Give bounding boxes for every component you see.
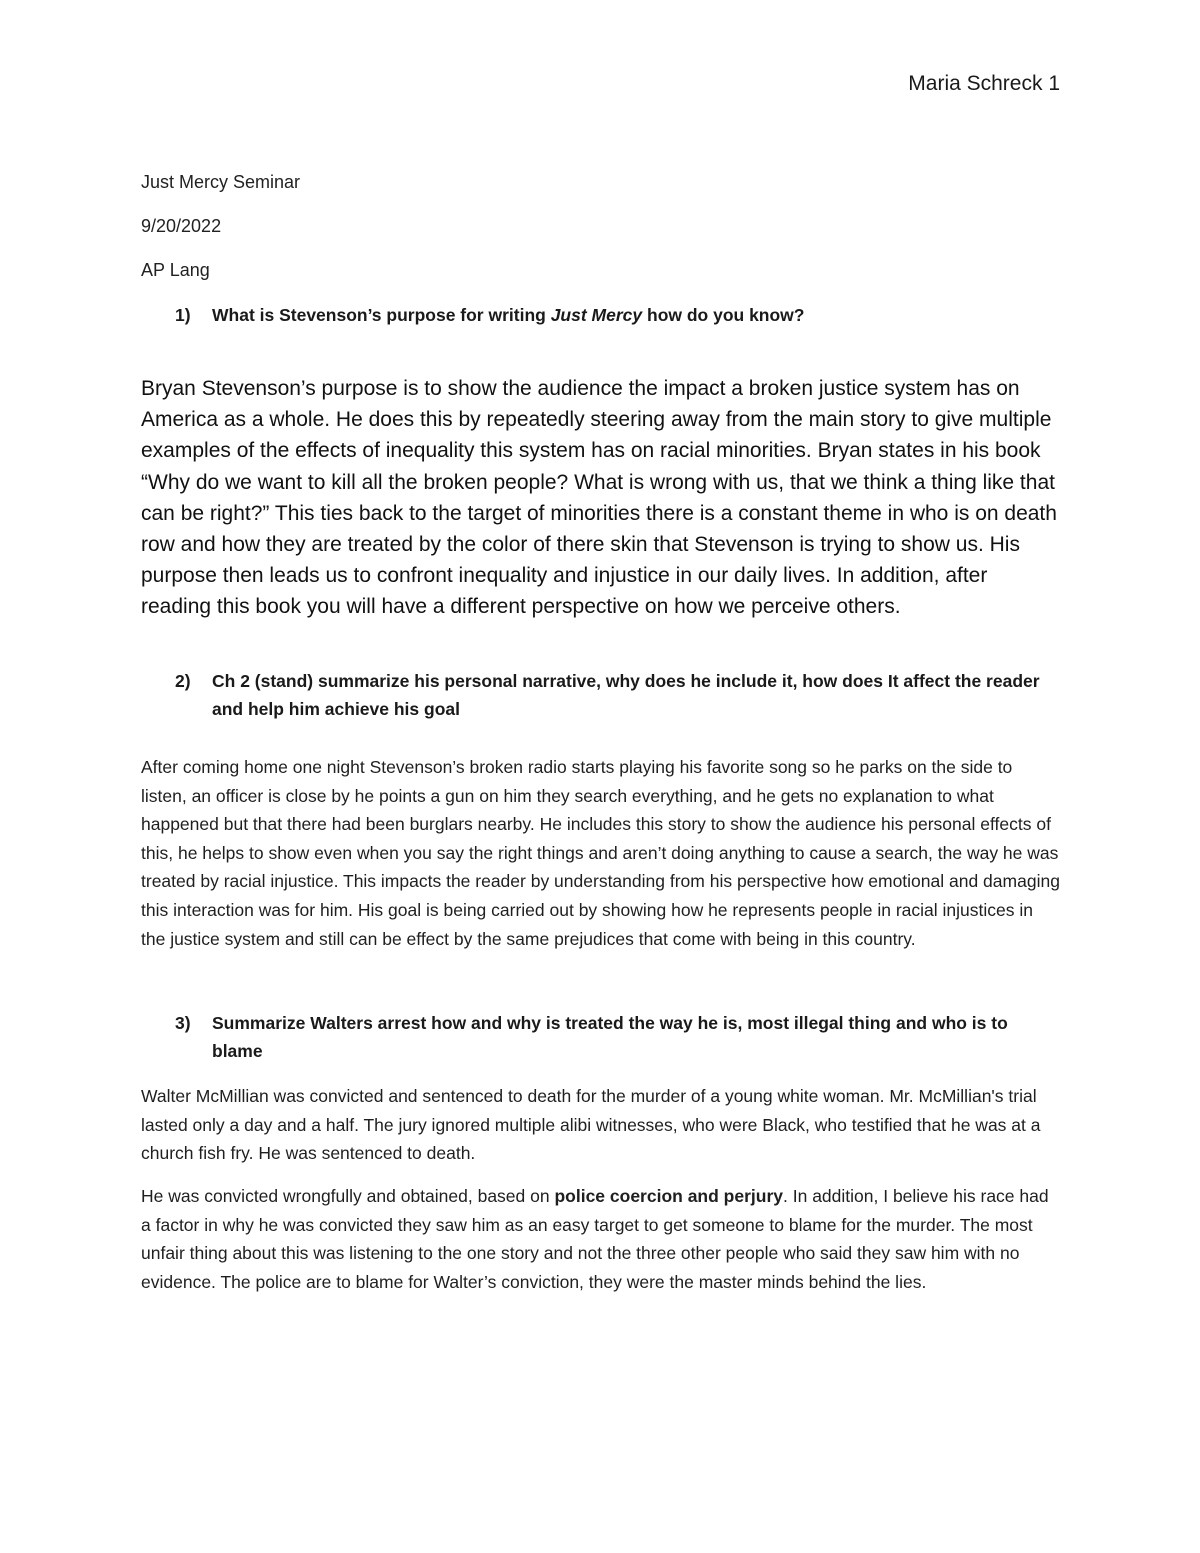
question-2	[141, 667, 1061, 723]
question-3	[141, 1009, 1061, 1065]
course-title: Just Mercy Seminar	[141, 172, 301, 192]
question-2-number: 2)	[175, 671, 191, 691]
document-date: 9/20/2022	[141, 216, 222, 236]
header-author-page: Maria Schreck 1	[908, 72, 1060, 95]
answer-2: After coming home one night Stevenson’s broken radio starts playing his favorite song so he parks on the side to listen, an officer is close by he points a gun on him they search everything, and he gets no explanation to what happened but that there had been burglars nearby. He includes this story to show the audience his personal effects of this, he helps to show even when you say the right things and aren’t doing anything to cause a search, the way he was treated by racial injustice. This impacts the reader by understanding from his perspective how emotional and damaging this interaction was for him. His goal is being carried out by showing how he represents people in racial injustices in the justice system and still can be effect by the same prejudices that come with being in this country.	[141, 757, 1060, 949]
question-1	[141, 301, 1061, 329]
question-1-number: 1)	[175, 305, 191, 325]
question-1-book-title: Just Mercy	[550, 305, 643, 325]
question-3-text: Summarize Walters arrest how and why is treated the way he is, most illegal thing and who is to blame	[212, 1013, 1008, 1061]
answer-3-bold-phrase: police coercion and perjury	[554, 1186, 784, 1206]
question-1-text-start: What is Stevenson’s purpose for writing	[212, 305, 551, 325]
answer-3-text-end: . In addition, I believe his race had a factor in why he was convicted they saw him as an easy target to get someone to blame for the murder. The most unfair thing about this was listening to the one story and not the three other people who said they saw him with no evidence. The police are to blame for Walter’s conviction, they were the master minds behind the lies.	[141, 1186, 1049, 1292]
class-name: AP Lang	[141, 260, 210, 280]
answer-1: Bryan Stevenson’s purpose is to show the audience the impact a broken justice system has on America as a whole. He does this by repeatedly steering away from the main story to give multiple examples of the effects of inequality this system has on racial minorities. Bryan states in his book “Why do we want to kill all the broken people? What is wrong with us, that we think a thing like that can be right?” This ties back to the target of minorities there is a constant theme in who is on death row and how they are treated by the color of there skin that Stevenson is trying to show us. His purpose then leads us to confront inequality and injustice in our daily lives. In addition, after reading this book you will have a different perspective on how we perceive others.	[141, 377, 1057, 619]
question-3-number: 3)	[175, 1013, 191, 1033]
answer-3-paragraph-2	[141, 1182, 1061, 1296]
question-2-text: Ch 2 (stand) summarize his personal narrative, why does he include it, how does It affect the reader and help him achieve his goal	[212, 671, 1040, 719]
answer-3-text-start: He was convicted wrongfully and obtained, based on	[141, 1186, 555, 1206]
question-1-text-end: how do you know?	[642, 305, 805, 325]
answer-3-paragraph-1: Walter McMillian was convicted and sentenced to death for the murder of a young white woman. Mr. McMillian's trial lasted only a day and a half. The jury ignored multiple alibi witnesses, who were Black, who testified that he was at a church fish fry. He was sentenced to death.	[141, 1086, 1041, 1164]
question-1-text	[212, 301, 1061, 329]
